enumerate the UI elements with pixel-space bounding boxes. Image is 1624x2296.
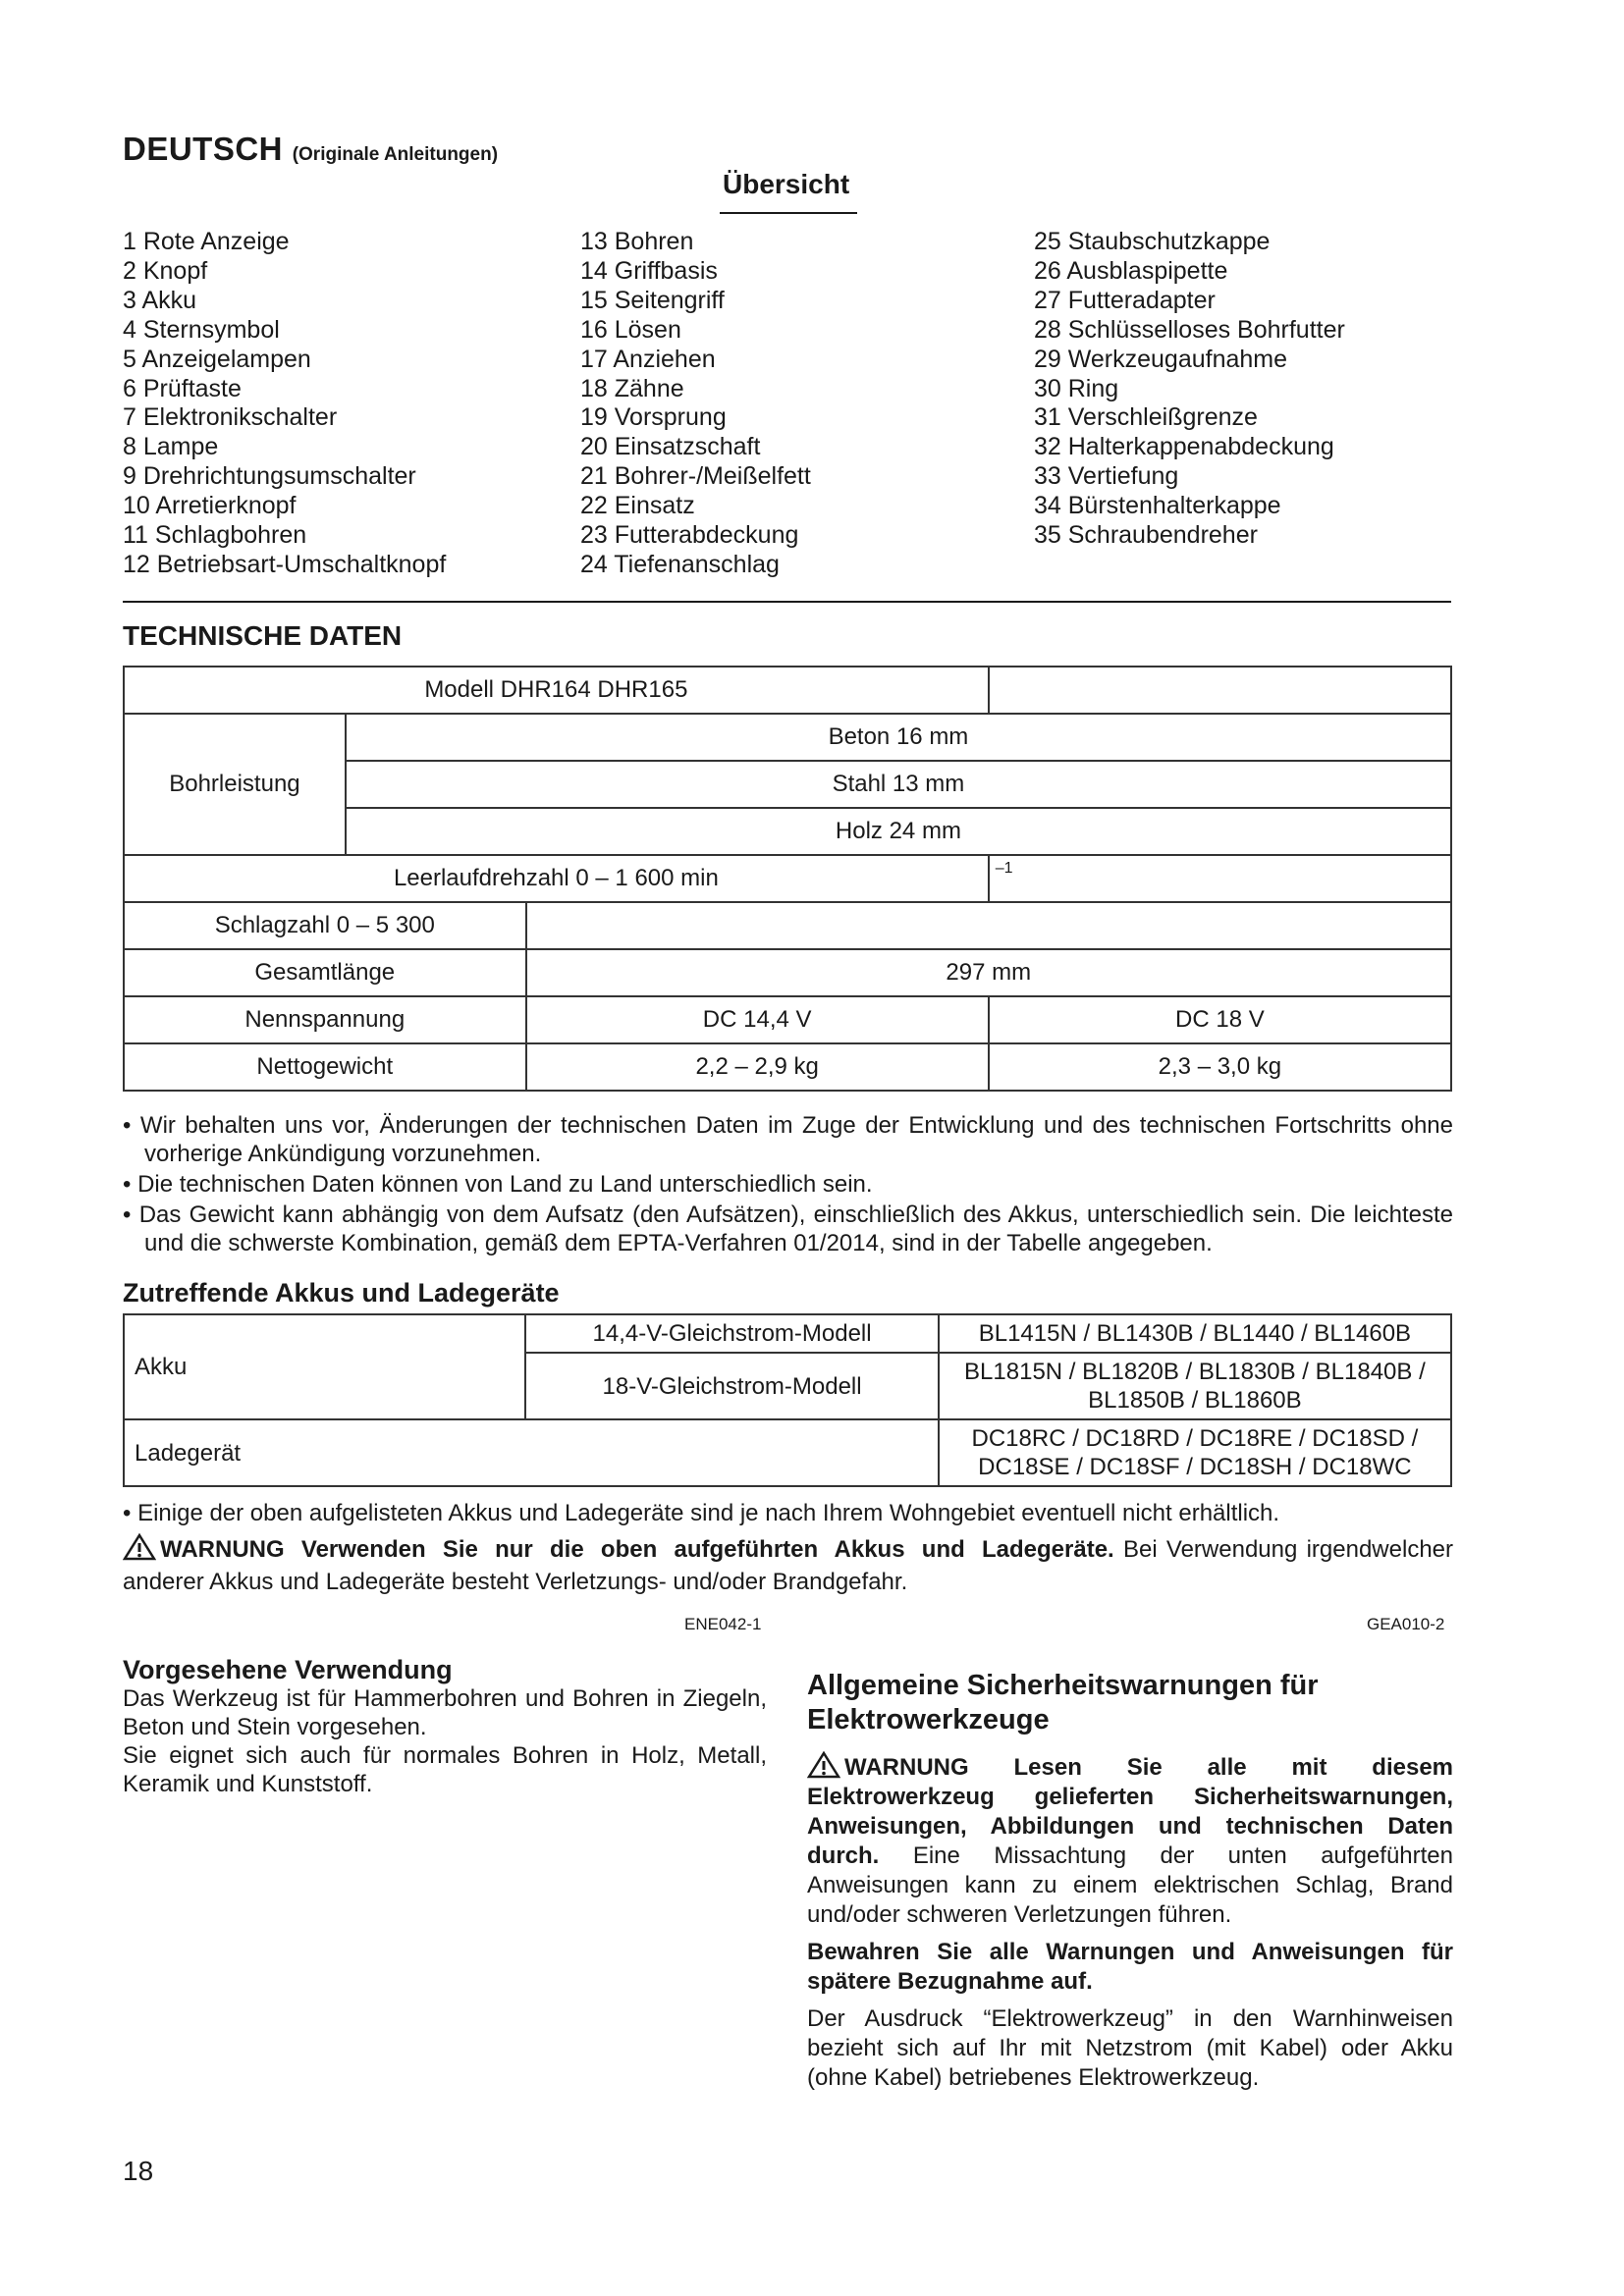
doc-code-right: GEA010-2 xyxy=(1367,1615,1445,1633)
model-18-label: 18-V-Gleichstrom-Modell xyxy=(525,1353,938,1419)
intended-use-heading: Vorgesehene Verwendung xyxy=(123,1655,453,1684)
table-row xyxy=(124,855,1451,902)
page-number: 18 xyxy=(123,2156,154,2186)
intended-use-p1: Das Werkzeug ist für Hammerbohren und Bohren in Ziegeln, Beton und Stein vorgesehen. xyxy=(123,1685,767,1740)
part-item: 24 Tiefenanschlag xyxy=(580,550,780,578)
model-18-value: BL1815N / BL1820B / BL1830B / BL1840B / BL1850B / BL1860B xyxy=(939,1353,1451,1419)
empty-cell xyxy=(989,667,1451,714)
part-item: 2 Knopf xyxy=(123,256,208,285)
part-item: 4 Sternsymbol xyxy=(123,315,280,344)
section-divider xyxy=(123,601,1451,603)
part-item: 23 Futterabdeckung xyxy=(580,521,799,550)
gesamtlaenge-label: Gesamtlänge xyxy=(124,949,526,996)
safety-warning-rest: Eine Missachtung der unten aufgeführten Anweisungen kann zu einem elektrischen Schlag, Brand und/oder schweren Verletzungen führen. xyxy=(807,1842,1453,1928)
part-item: 17 Anziehen xyxy=(580,345,716,373)
part-item: 22 Einsatz xyxy=(580,492,695,520)
akku-table xyxy=(123,1313,1452,1487)
bohrleistung-label: Bohrleistung xyxy=(124,714,346,855)
warning-bold-text: WARNUNG Verwenden Sie nur die oben aufgeführten Akkus und Ladegeräte. xyxy=(160,1536,1114,1563)
part-item: 13 Bohren xyxy=(580,228,694,255)
language-title: DEUTSCH xyxy=(123,131,284,167)
stahl-cell: Stahl 13 mm xyxy=(346,761,1451,808)
part-item: 29 Werkzeugaufnahme xyxy=(1034,345,1288,373)
part-item: 1 Rote Anzeige xyxy=(123,228,290,255)
note-item: • Das Gewicht kann abhängig von dem Aufsatz (den Aufsätzen), einschließlich des Akkus, unterschiedlich sein. Die leichteste und die schwerste Kombination, gemäß dem EPTA-Verfahren 01/2014, sind in der Tabelle angegeben. xyxy=(123,1201,1453,1256)
part-item: 27 Futteradapter xyxy=(1034,286,1216,314)
part-item: 14 Griffbasis xyxy=(580,256,718,285)
part-item: 12 Betriebsart-Umschaltknopf xyxy=(123,550,447,578)
nettogewicht-label: Nettogewicht xyxy=(124,1043,526,1091)
akku-heading: Zutreffende Akkus und Ladegeräte xyxy=(123,1278,560,1308)
tech-notes xyxy=(123,1111,1453,1259)
safety-heading: Allgemeine Sicherheitswarnungen für Elektrowerkzeuge xyxy=(807,1670,1319,1735)
part-item: 18 Zähne xyxy=(580,374,684,402)
part-item: 31 Verschleißgrenze xyxy=(1034,403,1258,432)
warning-text: Bei Verwendung irgendwelcher anderer Akkus und Ladegeräte besteht Verletzungs- und/oder Brandgefahr. xyxy=(123,1536,1454,1595)
part-item: 8 Lampe xyxy=(123,433,219,461)
part-item: 25 Staubschutzkappe xyxy=(1034,228,1271,255)
akku-label: Akku xyxy=(124,1314,525,1419)
leerlauf-cell: Leerlaufdrehzahl 0 – 1 600 min xyxy=(124,855,989,902)
table-row xyxy=(124,949,1451,996)
beton-cell: Beton 16 mm xyxy=(346,714,1451,761)
overview-title: Übersicht xyxy=(723,169,850,199)
ladegeraet-value: DC18RC / DC18RD / DC18RE / DC18SD / DC18SE / DC18SF / DC18SH / DC18WC xyxy=(939,1419,1451,1486)
table-row xyxy=(124,1419,1451,1486)
part-item: 26 Ausblaspipette xyxy=(1034,256,1228,285)
warning-triangle-icon xyxy=(807,1751,840,1779)
part-item: 33 Vertiefung xyxy=(1034,462,1179,491)
part-item: 16 Lösen xyxy=(580,315,681,344)
model-144-label: 14,4-V-Gleichstrom-Modell xyxy=(525,1314,938,1353)
part-item: 34 Bürstenhalterkappe xyxy=(1034,492,1281,520)
schlagzahl-cell: Schlagzahl 0 – 5 300 xyxy=(124,902,526,949)
part-item: 9 Drehrichtungsumschalter xyxy=(123,462,416,491)
availability-note: • Einige der oben aufgelisteten Akkus und Ladegeräte sind je nach Ihrem Wohngebiet eventuell nicht erhältlich. xyxy=(123,1500,1280,1526)
part-item: 30 Ring xyxy=(1034,374,1119,402)
part-item: 28 Schlüsselloses Bohrfutter xyxy=(1034,315,1345,344)
leerlauf-exponent: –1 xyxy=(989,855,1451,902)
part-item: 10 Arretierknopf xyxy=(123,492,297,520)
part-item: 32 Halterkappenabdeckung xyxy=(1034,433,1334,461)
language-heading xyxy=(123,131,498,168)
nettogewicht-18: 2,3 – 3,0 kg xyxy=(989,1043,1451,1091)
empty-cell xyxy=(526,902,1451,949)
part-item: 11 Schlagbohren xyxy=(123,521,307,550)
tech-data-table xyxy=(123,666,1452,1092)
nennspannung-18: DC 18 V xyxy=(989,996,1451,1043)
table-row xyxy=(124,714,1451,761)
table-row xyxy=(124,667,1451,714)
table-row xyxy=(124,1314,1451,1353)
intended-use-p2: Sie eignet sich auch für normales Bohren in Holz, Metall, Keramik und Kunststoff. xyxy=(123,1742,767,1797)
tech-data-heading: TECHNISCHE DATEN xyxy=(123,620,403,651)
nennspannung-144: DC 14,4 V xyxy=(526,996,989,1043)
warning-triangle-icon xyxy=(123,1533,156,1561)
safety-section xyxy=(807,1669,1453,2101)
part-item: 21 Bohrer-/Meißelfett xyxy=(580,462,811,491)
part-item: 7 Elektronikschalter xyxy=(123,403,338,432)
doc-code-left: ENE042-1 xyxy=(684,1615,762,1633)
safety-keep: Bewahren Sie alle Warnungen und Anweisungen für spätere Bezugnahme auf. xyxy=(807,1939,1453,1995)
language-subtitle: (Originale Anleitungen) xyxy=(292,144,499,165)
intended-use-section xyxy=(123,1655,767,1798)
ladegeraet-label: Ladegerät xyxy=(124,1419,939,1486)
parts-list-col1 xyxy=(123,228,555,580)
part-item: 5 Anzeigelampen xyxy=(123,345,311,373)
model-144-value: BL1415N / BL1430B / BL1440 / BL1460B xyxy=(939,1314,1451,1353)
safety-warning xyxy=(807,1751,1453,1930)
note-item: • Wir behalten uns vor, Änderungen der technischen Daten im Zuge der Entwicklung und des technischen Fortschritts ohne vorherige Ankündigung vorzunehmen. xyxy=(123,1112,1453,1167)
table-row xyxy=(124,1043,1451,1091)
model-cell: Modell DHR164 DHR165 xyxy=(124,667,989,714)
battery-warning xyxy=(123,1533,1453,1598)
note-item: • Die technischen Daten können von Land zu Land unterschiedlich sein. xyxy=(123,1171,873,1198)
safety-warning-bold: WARNUNG Lesen Sie alle mit diesem Elektrowerkzeug gelieferten Sicherheitswarnungen, Anweisungen, Abbildungen und technischen Daten durch. xyxy=(807,1754,1453,1869)
table-row xyxy=(124,996,1451,1043)
holz-cell: Holz 24 mm xyxy=(346,808,1451,855)
table-row xyxy=(124,902,1451,949)
part-item: 3 Akku xyxy=(123,286,197,314)
part-item: 35 Schraubendreher xyxy=(1034,521,1258,550)
nettogewicht-144: 2,2 – 2,9 kg xyxy=(526,1043,989,1091)
part-item: 20 Einsatzschaft xyxy=(580,433,761,461)
parts-list-col3 xyxy=(1034,228,1466,551)
gesamtlaenge-value: 297 mm xyxy=(526,949,1451,996)
part-item: 6 Prüftaste xyxy=(123,374,242,402)
overview-underline xyxy=(720,212,857,214)
safety-term: Der Ausdruck “Elektrowerkzeug” in den Warnhinweisen bezieht sich auf Ihr mit Netzstrom (mit Kabel) oder Akku (ohne Kabel) betriebenes Elektrowerkzeug. xyxy=(807,2005,1453,2091)
part-item: 19 Vorsprung xyxy=(580,403,727,432)
part-item: 15 Seitengriff xyxy=(580,286,725,314)
nennspannung-label: Nennspannung xyxy=(124,996,526,1043)
parts-list-col2 xyxy=(580,228,1012,580)
